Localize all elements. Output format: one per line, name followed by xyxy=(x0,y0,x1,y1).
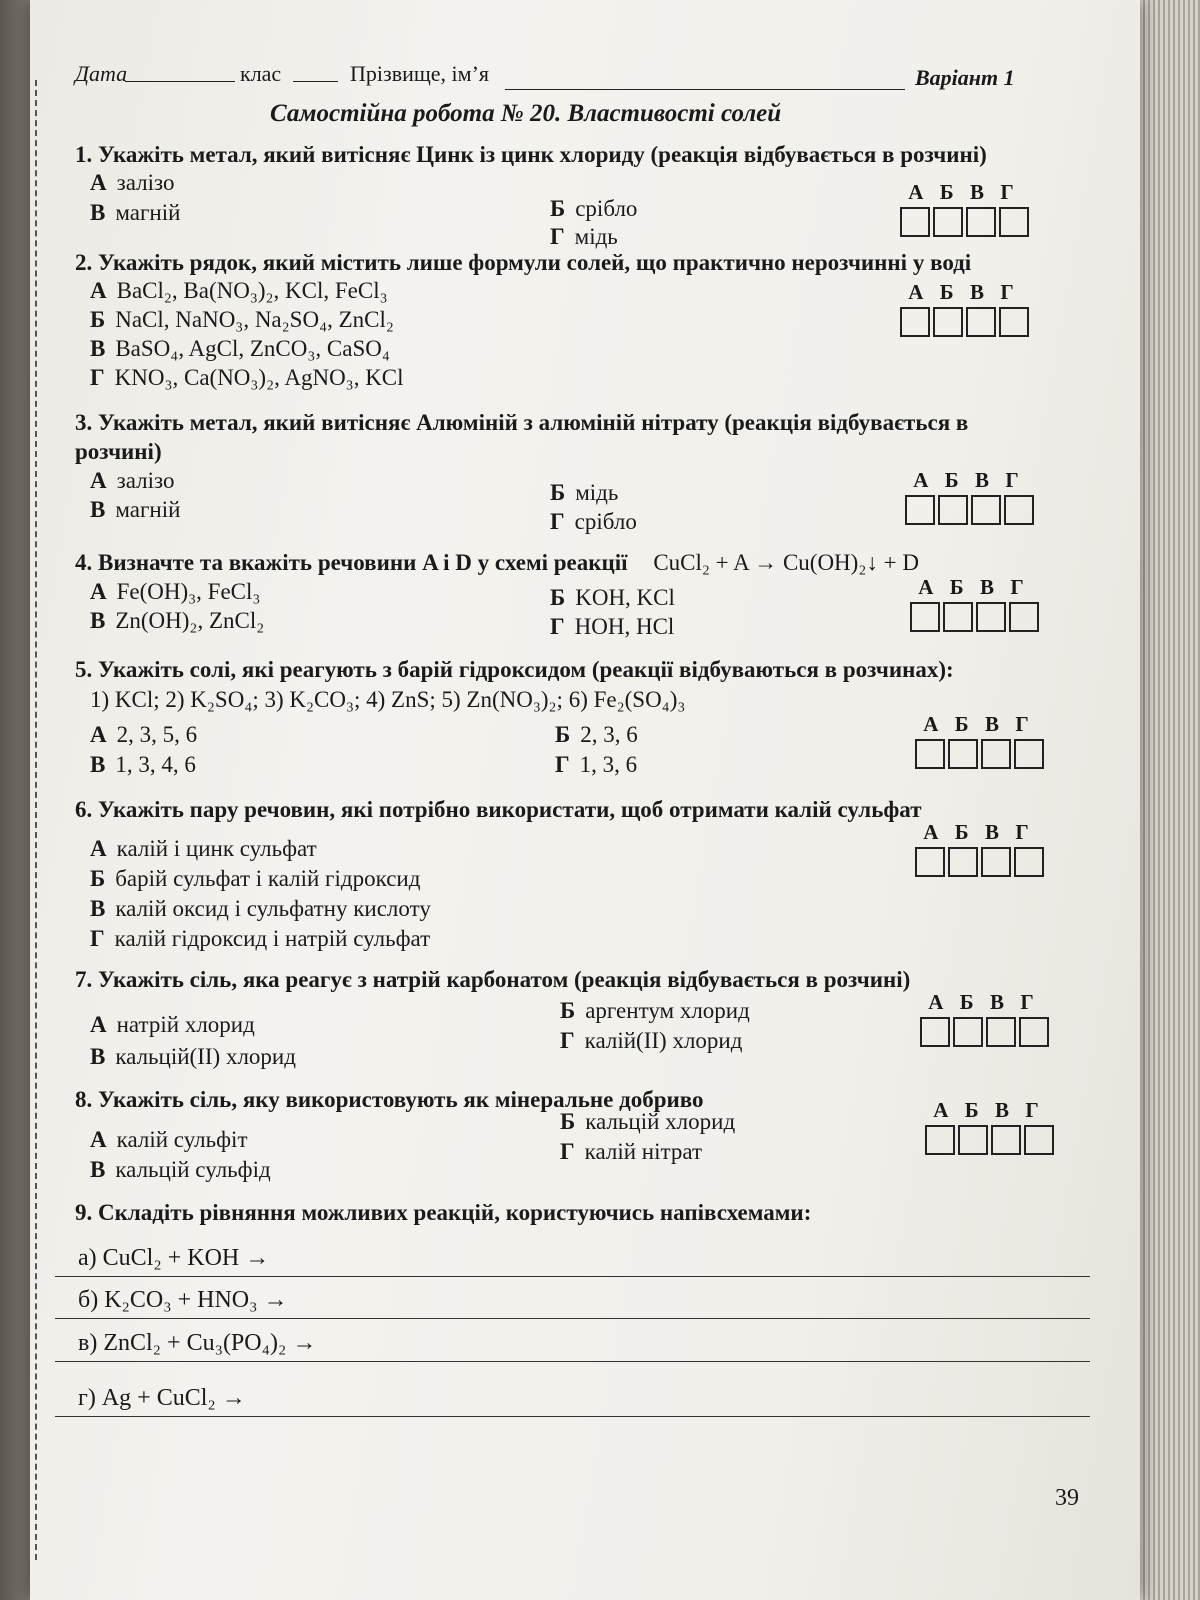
q4-answer-grid: А Б В Г xyxy=(910,575,1040,632)
question-7: 7. Укажіть сіль, яка реагує з натрій карбонатом (реакція відбувається в розчині) xyxy=(75,967,911,992)
q3-option-a: А залізо xyxy=(90,468,175,493)
q6-option-v: В калій оксид і сульфатну кислоту xyxy=(90,896,431,921)
answer-box-g[interactable] xyxy=(1009,602,1039,632)
answer-box-v[interactable] xyxy=(976,602,1006,632)
q1-option-v: В магній xyxy=(90,200,181,225)
worksheet-title: Самостійна робота № 20. Властивості солей xyxy=(270,100,782,127)
answer-box-a[interactable] xyxy=(900,307,930,337)
question-number: 1. xyxy=(75,142,93,167)
equation-v: в) ZnCl₂ + Cu₃(PO₄)₂ → xyxy=(78,1330,317,1356)
q5-option-g: Г 1, 3, 6 xyxy=(555,752,638,777)
q8-option-v: В кальцій сульфід xyxy=(90,1157,271,1182)
answer-box-a[interactable] xyxy=(905,495,935,525)
q5-option-a: А 2, 3, 5, 6 xyxy=(90,722,198,747)
answer-box-g[interactable] xyxy=(1004,495,1034,525)
answer-box-a[interactable] xyxy=(915,739,945,769)
answer-box-v[interactable] xyxy=(971,495,1001,525)
answer-box-b[interactable] xyxy=(943,602,973,632)
answer-box-v[interactable] xyxy=(981,739,1011,769)
q2-option-g: Г KNO₃, Ca(NO₃)₂, AgNO₃, KCl xyxy=(90,365,404,390)
reaction-scheme: CuCl₂ + A → Cu(OH)₂↓ + D xyxy=(653,550,919,575)
q4-option-b: Б KOH, KCl xyxy=(550,585,675,610)
answer-box-a[interactable] xyxy=(915,847,945,877)
q7-option-g: Г калій(II) хлорид xyxy=(560,1028,743,1053)
q8-option-b: Б кальцій хлорид xyxy=(560,1109,736,1134)
question-3: 3. Укажіть метал, який витісняє Алюміній з алюміній нітрату (реакція відбувається в розчині) xyxy=(75,410,969,464)
q2-option-b: Б NaCl, NaNO₃, Na₂SO₄, ZnCl₂ xyxy=(90,307,394,332)
q6-answer-grid: А Б В Г xyxy=(915,820,1045,877)
equation-b: б) K₂CO₃ + HNO₃ → xyxy=(78,1287,288,1313)
answer-box-g[interactable] xyxy=(999,307,1029,337)
answer-box-v[interactable] xyxy=(986,1017,1016,1047)
q5-salt-list: 1) KCl; 2) K₂SO₄; 3) K₂CO₃; 4) ZnS; 5) Zn(NO₃)₂; 6) Fe₂(SO₄)₃ xyxy=(90,687,686,712)
cut-line xyxy=(35,80,37,1560)
answer-box-a[interactable] xyxy=(925,1125,955,1155)
answer-box-a[interactable] xyxy=(920,1017,950,1047)
answer-box-b[interactable] xyxy=(958,1125,988,1155)
q6-option-g: Г калій гідроксид і натрій сульфат xyxy=(90,926,431,951)
q3-answer-grid: А Б В Г xyxy=(905,468,1035,525)
answer-box-v[interactable] xyxy=(966,307,996,337)
question-4: 4. Визначте та вкажіть речовини A і D у схемі реакції CuCl₂ + A → Cu(OH)₂↓ + D xyxy=(75,550,919,575)
q4-option-v: В Zn(OH)₂, ZnCl₂ xyxy=(90,608,265,633)
answer-box-v[interactable] xyxy=(966,207,996,237)
header-row xyxy=(75,55,1060,95)
answer-line-3[interactable] xyxy=(55,1361,1090,1362)
answer-box-b[interactable] xyxy=(948,739,978,769)
q4-option-g: Г HOH, HCl xyxy=(550,614,675,639)
answer-box-g[interactable] xyxy=(1014,847,1044,877)
book-page-edges xyxy=(1130,0,1200,1600)
q1-option-b: Б срібло xyxy=(550,196,638,221)
q1-answer-grid: А Б В Г xyxy=(900,180,1030,237)
question-9: 9. Складіть рівняння можливих реакцій, користуючись напівсхемами: xyxy=(75,1200,812,1225)
answer-line-2[interactable] xyxy=(55,1318,1090,1319)
answer-box-g[interactable] xyxy=(1014,739,1044,769)
q5-option-b: Б 2, 3, 6 xyxy=(555,722,638,747)
q3-option-g: Г срібло xyxy=(550,509,637,534)
answer-box-b[interactable] xyxy=(953,1017,983,1047)
q2-option-v: В BaSO₄, AgCl, ZnCO₃, CaSO₄ xyxy=(90,336,390,361)
q8-answer-grid: А Б В Г xyxy=(925,1098,1055,1155)
answer-line-1[interactable] xyxy=(55,1276,1090,1277)
answer-box-b[interactable] xyxy=(933,307,963,337)
answer-box-v[interactable] xyxy=(991,1125,1021,1155)
class-label: клас xyxy=(240,61,282,86)
q2-answer-grid: А Б В Г xyxy=(900,280,1030,337)
answer-box-g[interactable] xyxy=(999,207,1029,237)
question-6: 6. Укажіть пару речовин, які потрібно використати, щоб отримати калій сульфат xyxy=(75,797,922,822)
page-number: 39 xyxy=(1055,1485,1079,1511)
answer-box-b[interactable] xyxy=(948,847,978,877)
q1-option-a: А залізо xyxy=(90,170,175,195)
q7-option-v: В кальцій(II) хлорид xyxy=(90,1044,296,1069)
q7-option-b: Б аргентум хлорид xyxy=(560,998,750,1023)
equation-a: а) CuCl₂ + KOH → xyxy=(78,1245,270,1271)
answer-box-g[interactable] xyxy=(1019,1017,1049,1047)
answer-box-b[interactable] xyxy=(933,207,963,237)
q5-option-v: В 1, 3, 4, 6 xyxy=(90,752,196,777)
q7-answer-grid: А Б В Г xyxy=(920,990,1050,1047)
q2-option-a: А BaCl₂, Ba(NO₃)₂, KCl, FeCl₃ xyxy=(90,278,388,303)
answer-line-4[interactable] xyxy=(55,1416,1090,1417)
equation-g: г) Ag + CuCl₂ → xyxy=(78,1385,246,1411)
name-label: Прізвище, ім’я xyxy=(350,61,490,86)
class-blank xyxy=(293,61,338,82)
variant-label: Варіант 1 xyxy=(915,65,1015,90)
date-blank xyxy=(125,61,235,82)
q6-option-a: А калій і цинк сульфат xyxy=(90,836,317,861)
answer-box-b[interactable] xyxy=(938,495,968,525)
answer-box-a[interactable] xyxy=(900,207,930,237)
name-blank xyxy=(505,69,905,90)
question-text: Укажіть метал, який витісняє Цинк із цинк хлориду (реакція відбувається в розчині) xyxy=(98,142,987,167)
date-label: Дата xyxy=(75,61,128,86)
answer-box-a[interactable] xyxy=(910,602,940,632)
q5-answer-grid: А Б В Г xyxy=(915,712,1045,769)
q1-option-g: Г мідь xyxy=(550,224,618,249)
question-2: 2. Укажіть рядок, який містить лише формули солей, що практично нерозчинні у воді xyxy=(75,250,972,275)
q7-option-a: А натрій хлорид xyxy=(90,1012,255,1037)
q3-option-v: В магній xyxy=(90,497,181,522)
q8-option-g: Г калій нітрат xyxy=(560,1139,702,1164)
question-5: 5. Укажіть солі, які реагують з барій гідроксидом (реакції відбуваються в розчинах): xyxy=(75,657,954,682)
question-8: 8. Укажіть сіль, яку використовують як мінеральне добриво xyxy=(75,1087,704,1112)
q3-option-b: Б мідь xyxy=(550,480,619,505)
question-1 xyxy=(75,140,1075,169)
q8-option-a: А калій сульфіт xyxy=(90,1127,248,1152)
answer-box-g[interactable] xyxy=(1024,1125,1054,1155)
q4-option-a: А Fe(OH)₃, FeCl₃ xyxy=(90,579,261,604)
q6-option-b: Б барій сульфат і калій гідроксид xyxy=(90,866,421,891)
answer-box-v[interactable] xyxy=(981,847,1011,877)
worksheet-page xyxy=(30,0,1140,1600)
